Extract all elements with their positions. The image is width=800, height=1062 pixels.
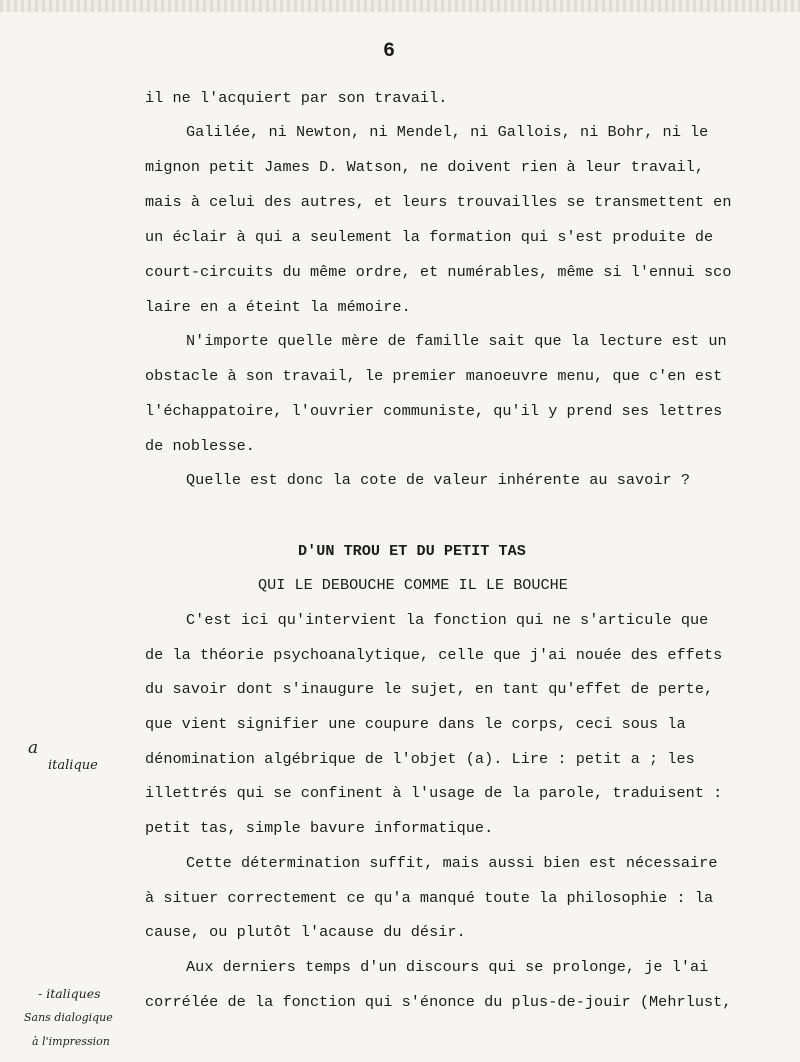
text-line: N'importe quelle mère de famille sait que la lecture est un xyxy=(186,332,727,350)
text-line: Cette détermination suffit, mais aussi bien est nécessaire xyxy=(186,854,718,872)
text-line: cause, ou plutôt l'acause du désir. xyxy=(145,923,466,941)
text-line: illettrés qui se confinent à l'usage de la parole, traduisent : xyxy=(145,784,723,802)
text-line: laire en a éteint la mémoire. xyxy=(145,298,411,316)
margin-note-italiques: - italiques xyxy=(38,986,101,1001)
text-line: du savoir dont s'inaugure le sujet, en tant qu'effet de perte, xyxy=(145,680,714,698)
text-line: Aux derniers temps d'un discours qui se prolonge, je l'ai xyxy=(186,958,709,976)
text-line: mignon petit James D. Watson, ne doivent rien à leur travail, xyxy=(145,158,705,176)
text-line: mais à celui des autres, et leurs trouvailles se transmettent en xyxy=(145,193,732,211)
margin-note-impression: à l'impression xyxy=(32,1035,110,1048)
text-line: à situer correctement ce qu'a manqué toute la philosophie : la xyxy=(145,889,714,907)
scanned-page-edge xyxy=(0,0,800,12)
text-line: obstacle à son travail, le premier manoeuvre menu, que c'en est xyxy=(145,367,723,385)
text-line: court-circuits du même ordre, et numérables, même si l'ennui sco xyxy=(145,263,732,281)
text-line: Galilée, ni Newton, ni Mendel, ni Gallois, ni Bohr, ni le xyxy=(186,123,709,141)
text-line: il ne l'acquiert par son travail. xyxy=(145,89,448,107)
text-line: dénomination algébrique de l'objet (a). Lire : petit a ; les xyxy=(145,750,695,768)
text-line: que vient signifier une coupure dans le corps, ceci sous la xyxy=(145,715,686,733)
text-line: de noblesse. xyxy=(145,437,255,455)
text-line: de la théorie psychoanalytique, celle que j'ai nouée des effets xyxy=(145,646,723,664)
text-line: C'est ici qu'intervient la fonction qui ne s'articule que xyxy=(186,611,709,629)
margin-note-sans: Sans dialogique xyxy=(24,1011,113,1024)
margin-note-a: a xyxy=(28,738,39,758)
text-line: un éclair à qui a seulement la formation qui s'est produite de xyxy=(145,228,714,246)
section-heading-line-2: QUI LE DEBOUCHE COMME IL LE BOUCHE xyxy=(258,576,568,594)
text-line: corrélée de la fonction qui s'énonce du plus-de-jouir (Mehrlust, xyxy=(145,993,732,1011)
text-line: Quelle est donc la cote de valeur inhérente au savoir ? xyxy=(186,471,691,489)
text-line: l'échappatoire, l'ouvrier communiste, qu'il y prend ses lettres xyxy=(145,402,723,420)
margin-note-italique: italique xyxy=(48,758,98,773)
section-heading-line-1: D'UN TROU ET DU PETIT TAS xyxy=(298,542,526,560)
page-number: 6 xyxy=(383,40,396,63)
text-line: petit tas, simple bavure informatique. xyxy=(145,819,494,837)
